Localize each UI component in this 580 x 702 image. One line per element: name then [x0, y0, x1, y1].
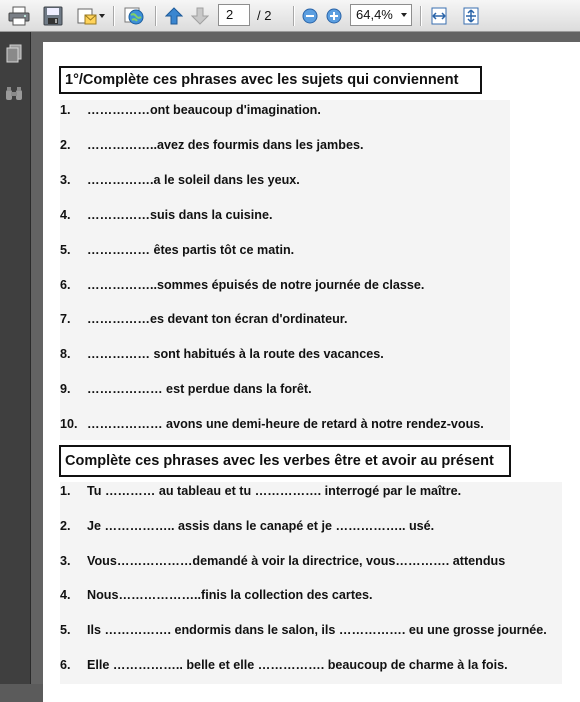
print-button[interactable]	[6, 4, 32, 28]
item-text: Elle …………….. belle et elle ……………. beaucoup de charme à la fois.	[87, 658, 508, 672]
arrow-down-icon	[191, 7, 209, 25]
item-number: 5.	[60, 242, 71, 257]
globe-icon	[123, 5, 145, 27]
item-text: ……………suis dans la cuisine.	[87, 207, 273, 222]
item-text: ……………es devant ton écran d'ordinateur.	[87, 312, 348, 327]
pages-icon	[5, 44, 23, 64]
item-text: …………… êtes partis tôt ce matin.	[87, 242, 295, 257]
item-number: 10.	[60, 417, 78, 432]
item-number: 2.	[60, 518, 71, 533]
navigation-sidebar	[0, 32, 31, 684]
item-number: 5.	[60, 623, 71, 638]
page-count: / 2	[257, 8, 272, 23]
item-text: ……………..sommes épuisés de notre journée de classe.	[87, 277, 425, 292]
toolbar-separator	[155, 6, 156, 26]
fit-page-icon	[462, 7, 480, 25]
section-1-title: 1°/Complète ces phrases avec les sujets qui conviennent	[59, 66, 482, 94]
binoculars-icon	[5, 86, 23, 102]
page-number-input[interactable]: 2	[218, 4, 250, 26]
collaborate-button[interactable]	[120, 4, 148, 28]
item-number: 1.	[60, 103, 71, 117]
zoom-level-select[interactable]: 64,4%	[350, 4, 412, 26]
attachments-panel-button[interactable]	[5, 86, 23, 107]
item-text: Ils ……………. endormis dans le salon, ils ……………. eu une grosse journée.	[87, 623, 547, 638]
item-text: ……………ont beaucoup d'imagination.	[87, 103, 321, 117]
item-number: 1.	[60, 484, 71, 498]
item-text: …………….a le soleil dans les yeux.	[87, 172, 300, 187]
item-number: 2.	[60, 137, 71, 152]
fit-width-icon	[430, 7, 448, 25]
item-number: 3.	[60, 172, 71, 187]
zoom-in-button[interactable]	[324, 4, 344, 28]
zoom-out-icon	[302, 8, 318, 24]
item-number: 6.	[60, 658, 71, 672]
document-page	[43, 42, 580, 702]
chevron-down-icon	[99, 14, 105, 18]
share-icon	[76, 6, 98, 26]
exercise-1-list	[60, 100, 510, 440]
item-number: 8.	[60, 347, 71, 362]
share-button[interactable]	[74, 4, 106, 28]
item-number: 7.	[60, 312, 71, 327]
item-text: ……………… est perdue dans la forêt.	[87, 382, 312, 397]
item-number: 6.	[60, 277, 71, 292]
save-icon	[43, 6, 63, 26]
fit-page-button[interactable]	[459, 4, 483, 28]
item-number: 4.	[60, 207, 71, 222]
arrow-up-icon	[165, 7, 183, 25]
item-text: ……………..avez des fourmis dans les jambes.	[87, 137, 364, 152]
save-button[interactable]	[40, 4, 66, 28]
section-2-title: Complète ces phrases avec les verbes être et avoir au présent	[59, 445, 511, 477]
toolbar-separator	[293, 6, 294, 26]
item-text: Nous………………..finis la collection des cartes.	[87, 588, 373, 603]
next-page-button[interactable]	[189, 4, 211, 28]
toolbar-separator	[113, 6, 114, 26]
zoom-out-button[interactable]	[300, 4, 320, 28]
item-text: Vous………………demandé à voir la directrice, vous…………. attendus	[87, 553, 506, 568]
item-number: 9.	[60, 382, 71, 397]
printer-icon	[8, 6, 30, 26]
zoom-in-icon	[326, 8, 342, 24]
item-number: 3.	[60, 553, 71, 568]
fit-width-button[interactable]	[427, 4, 451, 28]
pages-panel-button[interactable]	[5, 44, 23, 69]
item-number: 4.	[60, 588, 71, 603]
toolbar-separator	[420, 6, 421, 26]
item-text: …………… sont habitués à la route des vacances.	[87, 347, 384, 362]
chevron-down-icon[interactable]	[401, 13, 407, 17]
toolbar	[0, 0, 580, 32]
previous-page-button[interactable]	[163, 4, 185, 28]
item-text: Tu ………… au tableau et tu ……………. interrogé par le maître.	[87, 484, 462, 498]
exercise-2-list	[60, 482, 562, 684]
item-text: Je …………….. assis dans le canapé et je …………….. usé.	[87, 518, 435, 533]
item-text: ……………… avons une demi-heure de retard à notre rendez-vous.	[87, 417, 484, 432]
